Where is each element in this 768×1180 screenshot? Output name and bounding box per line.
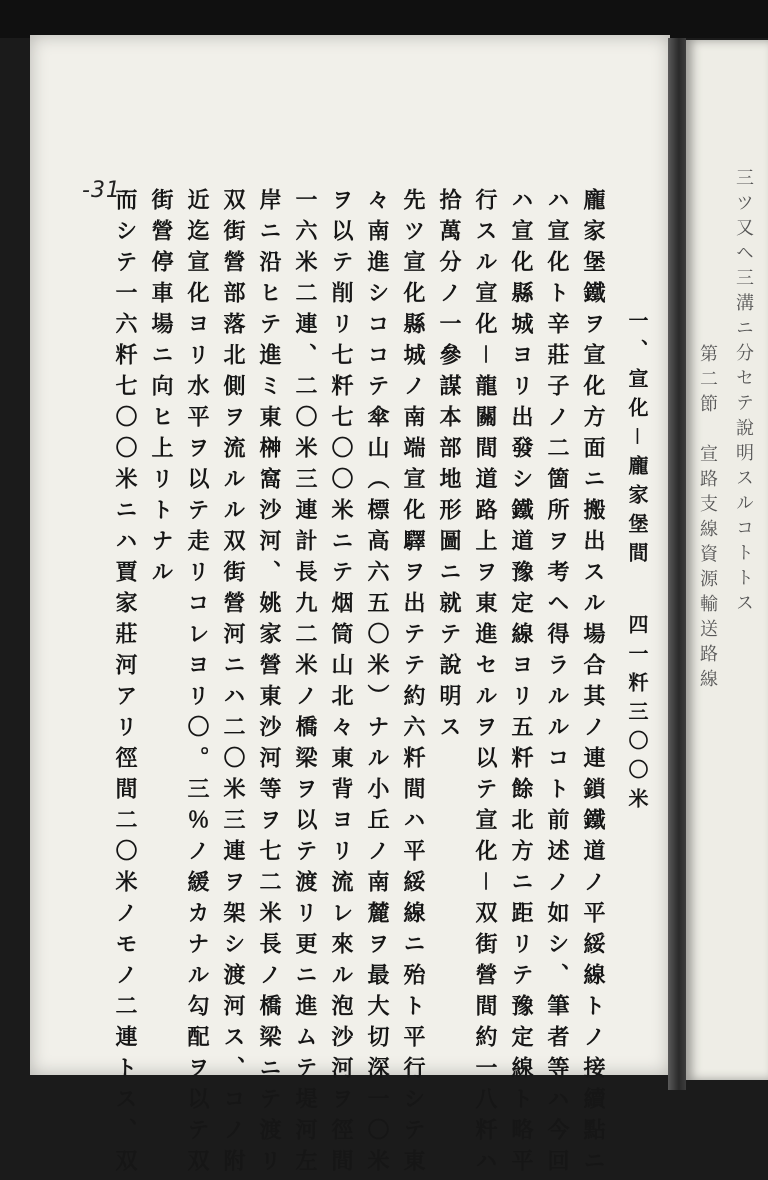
body-column-8: ヲ以テ削リ七粁七〇〇米ニテ烟筒山北々東背ヨリ流レ來ル泡沙河ヲ徑間 xyxy=(328,188,354,1180)
body-column-12: 近迄宣化ヨリ水平ヲ以テ走リコレヨリ〇。三％ノ緩カナル勾配ヲ以テ双 xyxy=(184,188,210,1180)
page-number: -31- xyxy=(82,178,130,203)
section-heading: 一、宣化－龐家堡間 xyxy=(625,310,649,571)
adjacent-page-line-1: 三ツ又ヘ三溝ニ分セテ說明スルコトトス xyxy=(733,168,754,618)
body-column-13: 街營停車場ニ向ヒ上リトナル xyxy=(148,188,174,591)
body-column-6: 先ツ宣化縣城ノ南端宣化驛ヲ出テテ約六粁間ハ平綏線ニ殆ト平行シテ東 xyxy=(400,188,426,1180)
body-column-9: 一六米二連、二〇米三連計長九二米ノ橋梁ヲ以テ渡リ更ニ進ムテ堤河左 xyxy=(292,188,318,1180)
book-spine xyxy=(668,38,686,1090)
scanner-top-band xyxy=(0,0,768,38)
body-column-11: 双街營部落北側ヲ流ルル双街營河ニハ二〇米三連ヲ架シ渡河ス、コノ附 xyxy=(220,188,246,1180)
section-distance: 四一粁三〇〇米 xyxy=(625,614,649,817)
adjacent-page-section-title: 第二節 宣路支線資源輸送路線 xyxy=(697,344,718,694)
body-column-7: 々南進シココテ傘山（標高六五〇米）ナル小丘ノ南麓ヲ最大切深一〇米 xyxy=(364,188,390,1180)
body-column-4: 行スル宣化－龍關間道路上ヲ東進セルヲ以テ宣化－双街營間約一八粁ハ xyxy=(472,188,498,1180)
body-column-10: 岸ニ沿ヒテ進ミ東榊窩沙河、姚家營東沙河等ヲ七二米長ノ橋梁ニテ渡リ xyxy=(256,188,282,1180)
body-column-5: 拾萬分ノ一參謀本部地形圖ニ就テ說明ス xyxy=(436,188,462,746)
body-column-2: ハ宣化ト辛莊子ノ二箇所ヲ考ヘ得ラルルコト前述ノ如シ、筆者等ハ今回 xyxy=(544,188,570,1180)
body-column-14: 而シテ一六粁七〇〇米ニハ賈家莊河アリ徑間二〇米ノモノ二連トス、双 xyxy=(112,188,138,1180)
body-column-1: 龐家堡鐵ヲ宣化方面ニ搬出スル場合其ノ連鎖鐵道ノ平綏線トノ接續點ニ xyxy=(580,188,606,1180)
body-column-3: ハ宣化縣城ヨリ出發シ鐵道豫定線ヨリ五粁餘北方ニ距リテ豫定線ト略平 xyxy=(508,188,534,1180)
